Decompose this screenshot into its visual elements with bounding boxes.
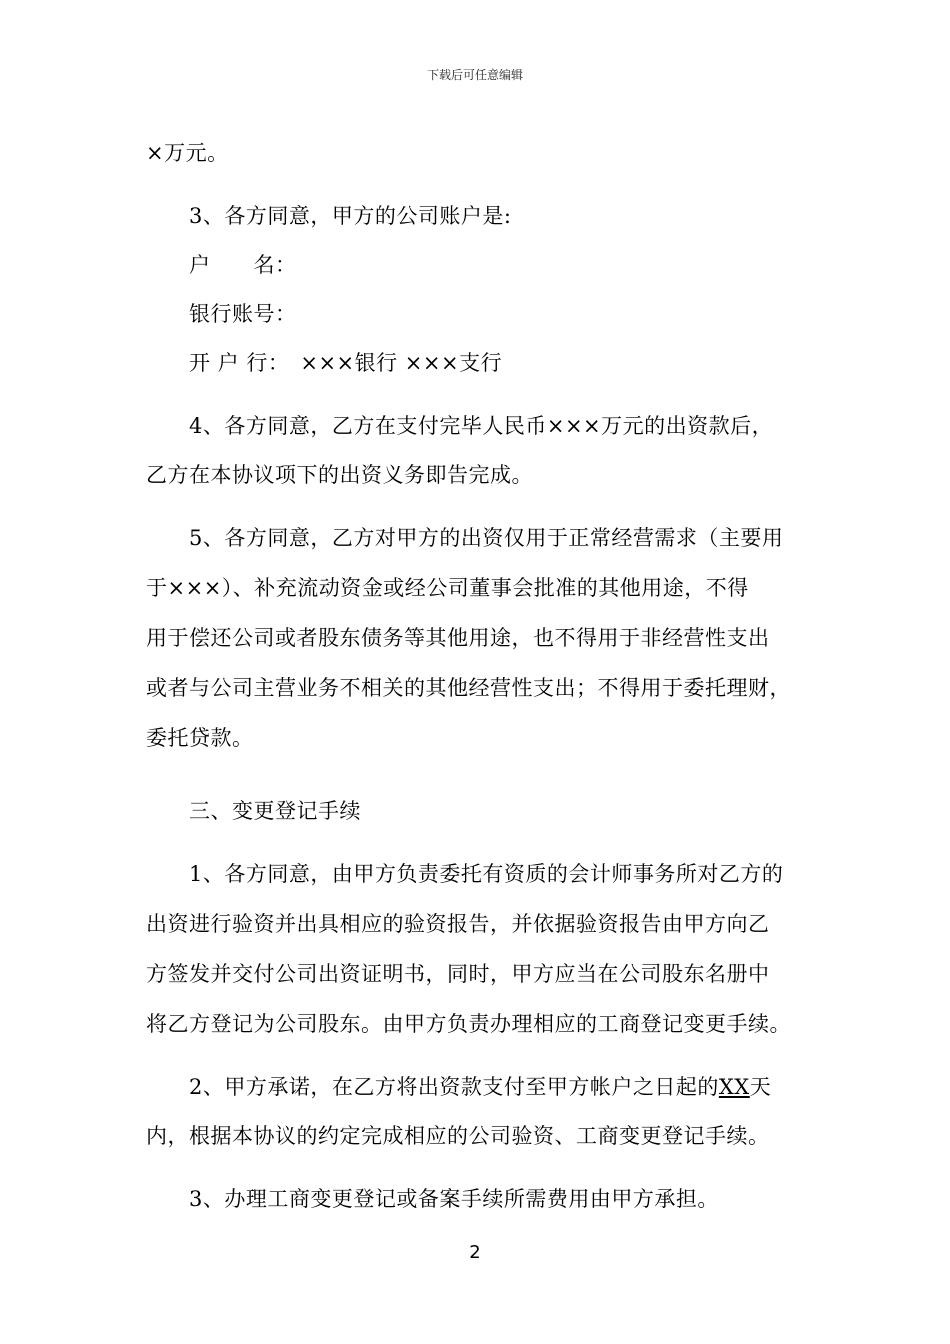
text-segment: 2、甲方承诺，在乙方将出资款支付至甲方帐户之日起的 — [189, 1075, 719, 1099]
text-line: 银行账号： — [189, 302, 297, 326]
text-line: 3、各方同意，甲方的公司账户是: — [189, 204, 512, 228]
text-line: 开 户 行： ×××银行 ×××支行 — [189, 351, 503, 375]
text-segment: 天 — [749, 1075, 772, 1099]
text-line: 户 名： — [189, 253, 297, 277]
text-line — [189, 1073, 771, 1101]
text-line: 于×××）、补充流动资金或经公司董事会批准的其他用途，不得 — [146, 576, 749, 600]
underlined-placeholder: XX — [718, 1075, 750, 1099]
text-line: 5、各方同意，乙方对甲方的出资仅用于正常经营需求（主要用 — [189, 526, 784, 550]
section-heading: 三、变更登记手续 — [189, 799, 361, 823]
text-line: 用于偿还公司或者股东债务等其他用途，也不得用于非经营性支出 — [146, 626, 770, 650]
text-line: 将乙方登记为公司股东。由甲方负责办理相应的工商登记变更手续。 — [146, 1012, 791, 1036]
page-number: 2 — [469, 1242, 481, 1263]
text-line: ×万元。 — [146, 141, 229, 165]
text-line: 3、办理工商变更登记或备案手续所需费用由甲方承担。 — [189, 1187, 719, 1211]
text-line: 出资进行验资并出具相应的验资报告，并依据验资报告由甲方向乙 — [146, 912, 770, 936]
text-line: 4、各方同意，乙方在支付完毕人民币×××万元的出资款后， — [189, 414, 774, 438]
text-line: 方签发并交付公司出资证明书，同时，甲方应当在公司股东名册中 — [146, 962, 770, 986]
page-header: 下载后可任意编辑 — [426, 68, 523, 82]
text-line: 委托贷款。 — [146, 726, 254, 750]
text-line: 或者与公司主营业务不相关的其他经营性支出；不得用于委托理财， — [146, 676, 791, 700]
text-line: 1、各方同意，由甲方负责委托有资质的会计师事务所对乙方的 — [189, 862, 784, 886]
text-line: 乙方在本协议项下的出资义务即告完成。 — [146, 463, 533, 487]
text-line: 内，根据本协议的约定完成相应的公司验资、工商变更登记手续。 — [146, 1124, 770, 1148]
